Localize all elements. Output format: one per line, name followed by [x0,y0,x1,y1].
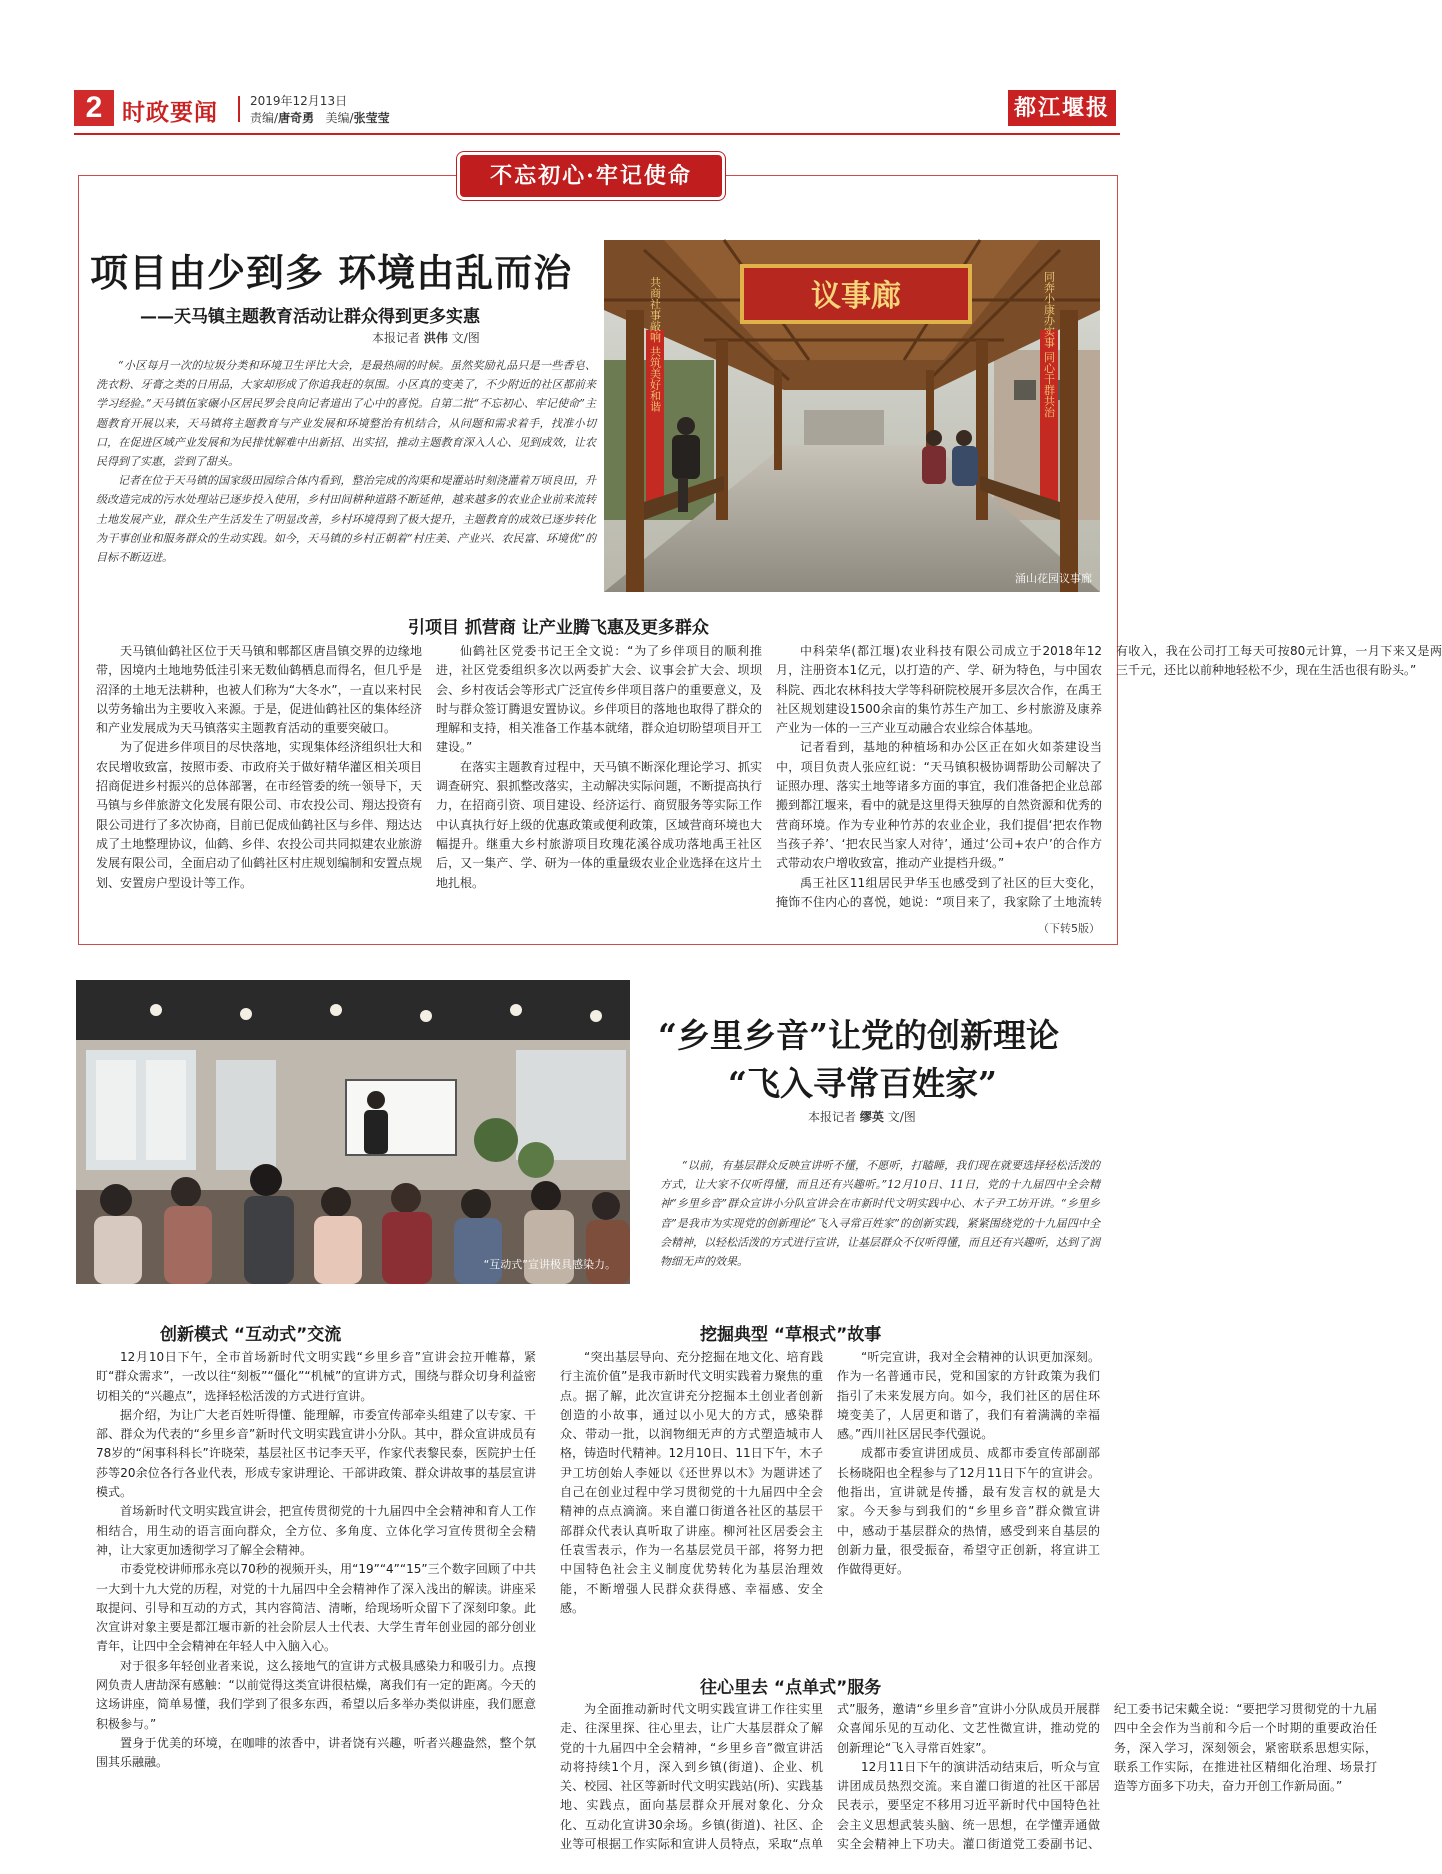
byline-name: 缪英 [859,1110,884,1124]
body-paragraph: 市委党校讲师邢永亮以70秒的视频开头，用“19”“4”“15”三个数字回顾了中共一大到十九大党的历程，对党的十九届四中全会精神作了深入浅出的解读。讲座采取提问、引导和互动的方式，其内容简洁、清晰，给现场听众留下了深刻印象。此次宣讲对象主要是都江堰市新的社会阶层人士代表、大学生青年创业园的部分创业青年，让四中全会精神在年轻人中入脑入心。 [96,1562,536,1654]
photo-caption: “互动式”宣讲极具感染力。 [483,1258,616,1271]
body-paragraph: 中科荣华(都江堰)农业科技有限公司成立于2018年12月，注册资本1亿元，以打造的产、学、研为特色，与中国农科院、西北农林科技大学等科研院校展开多层次合作，在禹王社区规划建设1500余亩的集竹苏生产加工、乡村旅游及康养产业为一体的一三产业互动融合农业综合体基地。 [776,644,1102,736]
article2-byline [808,1108,916,1125]
article2-section-body [96,1348,536,1848]
body-paragraph: 置身于优美的环境，在咖啡的浓香中，讲者饶有兴趣，听者兴趣盎然，整个氛围其乐融融。 [96,1735,536,1770]
lecture-photo [76,980,630,1284]
article2-section-body [560,1348,1100,1663]
body-paragraph: 天马镇仙鹤社区位于天马镇和郫都区唐昌镇交界的边缘地带，因境内土地地势低洼引来无数仙鹤栖息而得名，但几乎是沼泽的土地无法耕种，也被人们称为“大冬水”，一直以来村民以劳务输出为主要收入来源。于是，促进仙鹤社区的集体经济和产业发展成为天马镇落实主题教育活动的重要突破口。 [96,644,422,736]
section-name: 时政要闻 [122,100,218,126]
article1-section-title: 引项目 抓营商 让产业腾飞惠及更多群众 [408,618,709,638]
body-paragraph: 12月11日下午的演讲活动结束后，听众与宣讲团成员热烈交流。来自灌口街道的社区干部居民表示，要坚定不移用习近平新时代中国特色社会主义思想武装头脑、统一思想，在学懂弄通做实全会精神上下功夫。灌口街道党工委副书记、纪工委书记宋戴全说：“要把学习贯彻党的十九届四中全会作为当前和今后一个时期的重要政治任务，深入学习，深刻领会，紧密联系思想实际，联系工作实际，在推进社区精细化治理、场景打造等方面多下功夫，奋力开创工作新局面。” [837,1702,1377,1852]
lead-paragraph: “小区每月一次的垃圾分类和环境卫生评比大会，是最热闹的时候。虽然奖励礼品只是一些香皂、洗衣粉、牙膏之类的日用品，大家却形成了你追我赶的氛围。小区真的变美了，不少附近的社区都前来学习经验。”天马镇伍家碾小区居民罗会良向记者道出了心中的喜悦。自第二批“不忘初心、牢记使命”主题教育开展以来，天马镇将主题教育与产业发展和环境整治有机结合，从问题和需求着手，找准小切口，在促进区域产业发展和为民排忧解难中出新招、出实招，推动主题教育深入人心、见到成效，让农民得到了实惠，尝到了甜头。 [96,359,596,469]
body-paragraph: 为了促进乡伴项目的尽快落地，实现集体经济组织壮大和农民增收致富，按照市委、市政府关于做好精华灌区相关项目招商促进乡村振兴的总体部署，在市经管委的统一领导下，天马镇与乡伴旅游文化发展有限公司、市农投公司、翔达投资有限公司进行了多次协商，目前已促成仙鹤社区与乡伴、翔达达成了土地整理协议，仙鹤、乡伴、农投公司共同拟建农业旅游发展有限公司，全面启动了仙鹤社区村庄规划编制和安置点规划、安置房户型设计等工作。 [96,740,422,890]
body-paragraph: 为全面推动新时代文明实践宣讲工作往实里走、往深里探、往心里去，让广大基层群众了解党的十九届四中全会精神，“乡里乡音”微宣讲活动将持续1个月，深入到乡镇(街道)、企业、机关、校园、社区等新时代文明实践站(所)、实践基地、实践点，面向基层群众开展对象化、分众化、互动化宣讲30余场。乡镇(街道)、社区、企业等可根据工作实际和宣讲人员特点，采取“点单式”服务，邀请“乡里乡音”宣讲小分队成员开展群众喜闻乐见的互动化、文艺性微宣讲，推动党的创新理论“飞入寻常百姓家”。 [560,1702,1100,1852]
body-paragraph: “听完宣讲，我对全会精神的认识更加深刻。作为一名普通市民，党和国家的方针政策为我们指引了未来发展方向。如今，我们社区的居住环境变美了，人居更和谐了，我们有着满满的幸福感。”西川社区居民李代强说。 [837,1350,1100,1442]
article2-headline-line2: “飞入寻常百姓家” [728,1064,997,1103]
couplet-right-text: 同奔小康办实事 同心干群共治 [1042,270,1056,418]
article1-subhead: ——天马镇主题教育活动让群众得到更多实惠 [140,307,480,327]
newspaper-logo: 都江堰报 [1008,90,1116,126]
article1-byline [372,329,480,346]
article2-lead [660,1156,1100,1271]
byline-prefix: 本报记者 [808,1110,857,1124]
corridor-illustration [604,240,1100,592]
byline-suffix: 文/图 [887,1110,916,1124]
byline-prefix: 本报记者 [372,331,421,345]
corridor-photo [604,240,1100,592]
body-paragraph: 仙鹤社区党委书记王全文说：“为了乡伴项目的顺利推进，社区党委组织多次以两委扩大会、议事会扩大会、坝坝会、乡村夜话会等形式广泛宣传乡伴项目落户的重要意义，及时与群众签订腾退安置协议。乡伴项目的落地也取得了群众的理解和支持，相关准备工作基本就绪，群众迫切盼望项目开工建设。” [436,644,762,755]
body-paragraph: 首场新时代文明实践宣讲会，把宣传贯彻党的十九届四中全会精神和育人工作相结合，用生动的语言面向群众，全方位、多角度、立体化学习宣传贯彻全会精神，让大家更加透彻学习了解全会精神。 [96,1504,536,1557]
body-paragraph: “突出基层导向、充分挖掘在地文化、培育践行主流价值”是我市新时代文明实践着力聚焦的重点。据了解，此次宣讲充分挖掘本土创业者创新创造的小故事，通过以小见大的方式，感染群众、带动一批，以润物细无声的方式塑造城市人格，铸造时代精神。12月10日、11日下午，木子尹工坊创始人李娅以《还世界以木》为题讲述了自己在创业过程中学习贯彻党的十九届四中全会精神的点点滴滴。来自灌口街道各社区的基层干部群众代表认真听取了讲座。柳河社区居委会主任袁雪表示，作为一名基层党员干部，将努力把中国特色社会主义制度优势转化为基层治理效能，不断增强人民群众获得感、幸福感、安全感。 [560,1350,823,1615]
continued-note: （下转5版） [1038,922,1100,935]
article1-body [96,642,1442,922]
lecture-illustration [76,980,630,1284]
theme-banner: 不忘初心·牢记使命 [460,155,722,197]
body-paragraph: 成都市委宣讲团成员、成都市委宣传部副部长杨晓阳也全程参与了12月11日下午的宣讲会。他指出，宣讲就是传播，最有发言权的就是大家。今天参与到我们的“乡里乡音”群众微宣讲中，感动于基层群众的热情，感受到来自基层的创新力量，很受振奋，希望守正创新，将宣讲工作做得更好。 [837,1446,1100,1577]
article2-section-body [560,1700,1377,1860]
body-paragraph: 记者看到，基地的种植场和办公区正在如火如荼建设当中，项目负责人张应红说：“天马镇积极协调帮助公司解决了证照办理、落实土地等诸多方面的事宜，我们准备把企业总部搬到都江堰来，看中的就是这里得天独厚的自然资源和优秀的营商环境。作为专业种竹苏的农业企业，我们提倡‘把农作物当孩子养’、‘把农民当家人对待’，通过‘公司+农户’的合作方式带动农户增收致富，推动产业提档升级。” [776,740,1102,871]
masthead-divider [238,96,240,122]
lead-paragraph: 记者在位于天马镇的国家级田园综合体内看到，整治完成的沟渠和堤灌站时刻浇灌着万顷良田，升级改造完成的污水处理站已逐步投入使用，乡村田间耕种道路不断延伸，越来越多的农业企业前来流转土地发展产业，群众生产生活发生了明显改善，乡村环境得到了极大提升，主题教育的成效已逐步转化为干事创业和服务群众的生动实践。如今，天马镇的乡村正朝着“村庄美、产业兴、农民富、环境优”的目标不断迈进。 [96,474,596,565]
corridor-sign-text: 议事廊 [811,279,901,314]
article1-lead [96,356,596,567]
designer-name: 张莹莹 [353,111,390,125]
masthead-rule [74,133,1120,135]
issue-date: 2019年12月13日 [250,94,348,108]
editor-name: 唐奇勇 [278,111,315,125]
masthead [74,90,1120,130]
photo-caption: 涌山花园议事廊 [1015,572,1092,585]
article1-headline: 项目由少到多 环境由乱而治 [90,250,573,295]
article2-section-title: 挖掘典型 “草根式”故事 [700,1325,882,1345]
page-number: 2 [74,90,114,126]
byline-suffix: 文/图 [451,331,480,345]
body-paragraph: 据介绍，为让广大老百姓听得懂、能理解，市委宣传部牵头组建了以专家、干部、群众为代表的“乡里乡音”新时代文明实践宣讲小分队。其中，群众宣讲成员有78岁的“闲事科科长”许晓荣，基层社区书记李天平，作家代表黎民泰，医院护士任莎等20余位各行各业代表，形成专家讲理论、干部讲政策、群众讲故事的基层宣讲模式。 [96,1407,536,1500]
designer-label: 美编 [325,111,350,125]
body-paragraph: 12月10日下午，全市首场新时代文明实践“乡里乡音”宣讲会拉开帷幕，紧盯“群众需求”，一改以往“刻板”“僵化”“机械”的宣讲方式，围绕与群众切身利益密切相关的“兴趣点”，选择轻松活泼的方式进行宣讲。 [96,1350,536,1403]
article2-section-title: 往心里去 “点单式”服务 [700,1678,882,1698]
lead-paragraph: “以前，有基层群众反映宣讲听不懂，不愿听，打瞌睡，我们现在就要选择轻松活泼的方式，让大家不仅听得懂，而且还有兴趣听。”12月10日、11日，党的十九届四中全会精神“乡里乡音”群众宣讲小分队宣讲会在市新时代文明实践中心、木子尹工坊开讲。“乡里乡音”是我市为实现党的创新理论“飞入寻常百姓家”的创新实践，紧紧围绕党的十九届四中全会精神，以轻松活泼的方式进行宣讲，让基层群众不仅听得懂，而且还有兴趣听，达到了润物细无声的效果。 [660,1159,1100,1269]
byline-name: 洪伟 [423,331,448,345]
editor-label: 责编 [250,111,275,125]
body-paragraph: 对于很多年轻创业者来说，这么接地气的宣讲方式极具感染力和吸引力。点搜网负责人唐劼深有感触：“以前觉得这类宣讲很枯燥，离我们有一定的距离。今天的这场讲座，简单易懂，我们学到了很多东西，希望以后多举办类似讲座，我们愿意积极参与。” [96,1658,536,1731]
article2-headline-line1: “乡里乡音”让党的创新理论 [658,1016,1059,1055]
body-paragraph: 禹王社区11组居民尹华玉也感受到了社区的巨大变化，掩饰不住内心的喜悦，她说：“项目来了，我家除了土地流转有收入，我在公司打工每天可按80元计算，一月下来又是两三千元，还比以前种地轻松不少，现在生活也很有盼头。” [776,644,1442,909]
article2-section-title: 创新模式 “互动式”交流 [160,1325,342,1345]
couplet-left-text: 共商社事敲响 共筑美好和谐 [648,276,662,412]
body-paragraph: 在落实主题教育过程中，天马镇不断深化理论学习、抓实调查研究、狠抓整改落实，主动解决实际问题，不断提高执行力，在招商引资、项目建设、经济运行、商贸服务等实际工作中认真执行好上级的优惠政策或便利政策，区域营商环境也大幅提升。继重大乡村旅游项目玫瑰花溪谷成功落地禹王社区后，又一集产、学、研为一体的重量级农业企业选择在这片土地扎根。 [436,759,762,890]
editor-credits: 责编/唐奇勇 美编/张莹莹 [250,111,390,125]
